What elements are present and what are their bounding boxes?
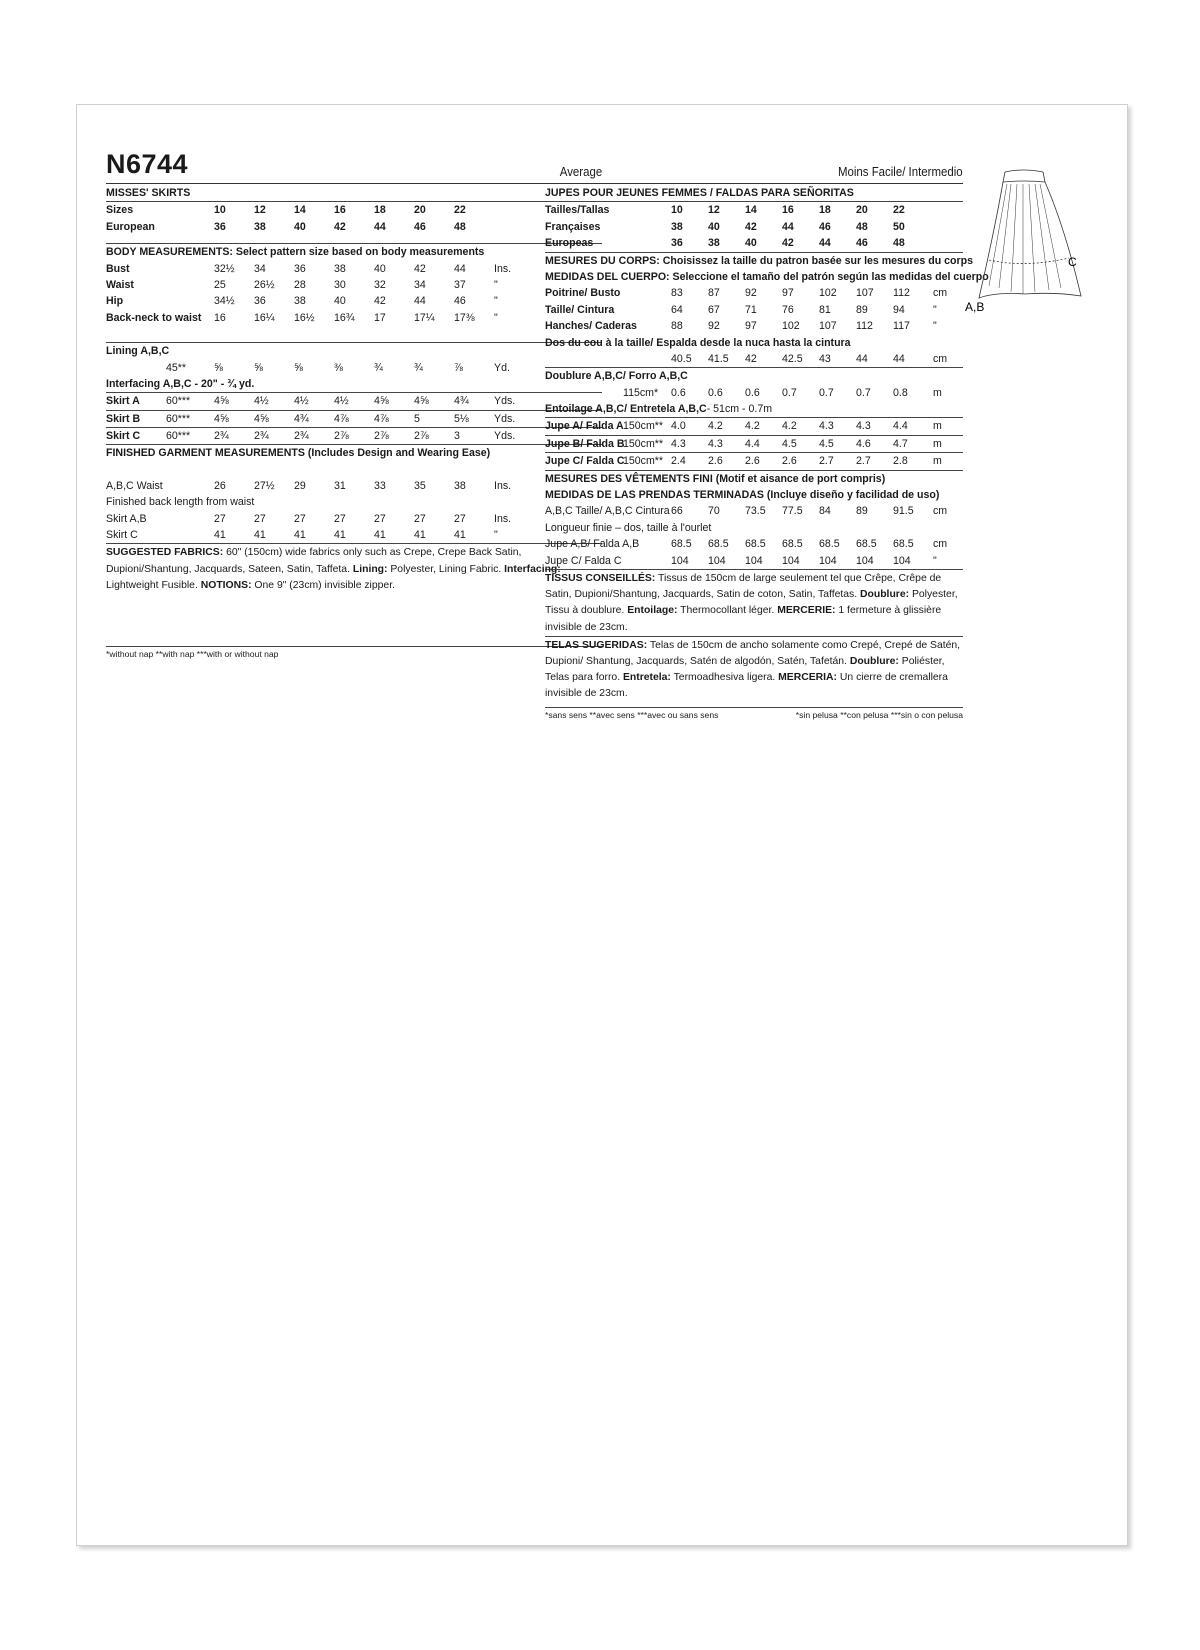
jupe-ab-length-row: Jupe A,B/ Falda A,B 68.5 68.5 68.5 68.5 68.5 68.5 68.5 cm [545, 538, 948, 551]
english-table [106, 185, 602, 661]
english-header [106, 149, 602, 184]
view-ab-label: A,B [965, 300, 985, 314]
tissus-conseilles: TISSUS CONSEILLÉS: Tissus de 150cm de large seulement tel que Crêpe, Crêpe de Satin, Dupioni/Shantung, Jacquards, Satin de coton, Satin, Taffetas. Doublure: Polyester, Tissu à doublure. Entoilage: Thermocollant léger. MERCERIE: 1 fermeture à glissière invisible de 23cm. [545, 569, 963, 636]
tailles-row: Tailles/Tallas 10 12 14 16 18 20 22 [545, 201, 963, 218]
skirt-illustration [965, 168, 1085, 318]
lining-row: 45** ⅝ ⅝ ⅝ ⅜ ¾ ¾ ⅞ Yd. [166, 361, 510, 374]
longueur-label-row: Longueur finie – dos, taille à l'ourlet [545, 521, 712, 534]
doublure-row: 115cm* 0.6 0.6 0.6 0.7 0.7 0.7 0.8 m [623, 386, 942, 399]
skirt-c-yardage-row: Skirt C 60*** 2¾ 2¾ 2¾ 2⅞ 2⅞ 2⅞ 3 Yds. [106, 427, 602, 444]
difficulty-level-fr-es: Moins Facile/ Intermedio [838, 164, 963, 179]
back-length-label-row: Finished back length from waist [106, 496, 255, 509]
jupe-c-row: Jupe C/ Falda C 150cm** 2.4 2.6 2.6 2.6 2.7 2.7 2.8 m [545, 452, 963, 469]
europeas-row: Europeas 36 38 40 42 44 46 48 [545, 237, 905, 250]
skirt-c-length-row: Skirt C 41 41 41 41 41 41 41 " [106, 529, 498, 542]
section-title-fr-es: JUPES POUR JEUNES FEMMES / FALDAS PARA SEÑORITAS [545, 187, 854, 199]
suggested-fabrics-en: SUGGESTED FABRICS: 60" (150cm) wide fabrics only such as Crepe, Crepe Back Satin, Dupioni/Shantung, Jacquards, Sateen, Satin, Taffeta. Lining: Polyester, Lining Fabric. Interfacing: Lightweight Fusible. NOTIONS: One 9" (23cm) invisible zipper. [106, 543, 602, 594]
taille-cintura-row: A,B,C Taille/ A,B,C Cintura 66 70 73.5 77.5 84 89 91.5 cm [545, 505, 948, 518]
sizes-row: Sizes 10 12 14 16 18 20 22 [106, 201, 602, 218]
skirt-a-yardage-row: Skirt A 60*** 4⅝ 4½ 4½ 4½ 4⅝ 4⅝ 4¾ Yds. [106, 392, 602, 409]
european-sizes-row: European 36 38 40 42 44 46 48 [106, 220, 466, 233]
finished-heading-es: MEDIDAS DE LAS PRENDAS TERMINADAS (Incluye diseño y facilidad de uso) [545, 489, 940, 502]
francaises-row: Françaises 38 40 42 44 46 48 50 [545, 220, 905, 233]
waist-row: Waist 25 26½ 28 30 32 34 37 " [106, 278, 498, 291]
jupe-c-length-row: Jupe C/ Falda C 104 104 104 104 104 104 104 " [545, 554, 937, 567]
view-c-label: C [1068, 255, 1077, 269]
difficulty-level-en: Average [559, 164, 602, 179]
taille-row: Taille/ Cintura 64 67 71 76 81 89 94 " [545, 303, 937, 316]
finished-heading-fr: MESURES DES VÊTEMENTS FINI (Motif et aisance de port compris) [545, 470, 963, 487]
back-neck-row: Back-neck to waist 16 16¼ 16½ 16¾ 17 17¼ 17⅜ " [106, 311, 498, 324]
interfacing-row: Interfacing A,B,C - 20" - ¾ yd. [106, 377, 255, 390]
lining-label-row: Lining A,B,C [106, 342, 602, 359]
neck-label-row: Dos du cou à la taille/ Espalda desde la nuca hasta la cintura [545, 336, 851, 349]
doublure-label-row: Doublure A,B,C/ Forro A,B,C [545, 367, 963, 384]
french-spanish-header [545, 149, 963, 184]
entoilage-row: Entoilage A,B,C/ Entretela A,B,C - 51cm - 0.7m [545, 403, 773, 416]
bust-row: Bust 32½ 34 36 38 40 42 44 Ins. [106, 262, 512, 275]
poitrine-row: Poitrine/ Busto 83 87 92 97 102 107 112 cm [545, 287, 948, 300]
skirt-drawing-lines [979, 170, 1081, 298]
jupe-b-row: Jupe B/ Falda B 150cm** 4.3 4.3 4.4 4.5 4.5 4.6 4.7 m [545, 435, 963, 452]
hip-row: Hip 34½ 36 38 40 42 44 46 " [106, 295, 498, 308]
footnote-es: *sin pelusa **con pelusa ***sin o con pelusa [795, 709, 963, 720]
telas-sugeridas: TELAS SUGERIDAS: Telas de 150cm de ancho solamente como Crepé, Crepé de Satén, Dupioni/ Shantung, Jacquards, Satén de algodón, Satén, Tafetán. Doublure: Poliéster, Telas para forro. Entretela: Termoadhesiva ligera. MERCERIA: Un cierre de cremallera invisible de 23cm. [545, 636, 963, 703]
hanches-row: Hanches/ Caderas 88 92 97 102 107 112 117 " [545, 320, 937, 333]
section-title-en: MISSES' SKIRTS [106, 187, 191, 199]
french-spanish-table [545, 185, 989, 722]
pattern-code: N6744 [106, 149, 189, 179]
pattern-envelope-back [76, 104, 1128, 1546]
body-heading-es: MEDIDAS DEL CUERPO: Seleccione el tamaño del patrón según las medidas del cuerpo [545, 270, 989, 283]
footnotes-fr-es [545, 707, 963, 722]
footnote-fr: *sans sens **avec sens ***avec ou sans sens [545, 709, 719, 720]
jupe-a-row: Jupe A/ Falda A 150cm** 4.0 4.2 4.2 4.2 4.3 4.3 4.4 m [545, 417, 963, 434]
neck-values-row: 40.5 41.5 42 42.5 43 44 44 cm [671, 352, 948, 365]
body-heading-fr: MESURES DU CORPS: Choisissez la taille du patron basée sur les mesures du corps [545, 252, 963, 269]
footnote-en: *without nap **with nap ***with or without nap [106, 646, 602, 661]
body-measurements-heading: BODY MEASUREMENTS: Select pattern size based on body measurements [106, 243, 602, 260]
finished-measurements-heading: FINISHED GARMENT MEASUREMENTS (Includes Design and Wearing Ease) [106, 444, 602, 461]
skirt-ab-length-row: Skirt A,B 27 27 27 27 27 27 27 Ins. [106, 512, 512, 525]
skirt-b-yardage-row: Skirt B 60*** 4⅝ 4⅝ 4¾ 4⅞ 4⅞ 5 5⅛ Yds. [106, 410, 602, 427]
finished-waist-row: A,B,C Waist 26 27½ 29 31 33 35 38 Ins. [106, 479, 512, 492]
